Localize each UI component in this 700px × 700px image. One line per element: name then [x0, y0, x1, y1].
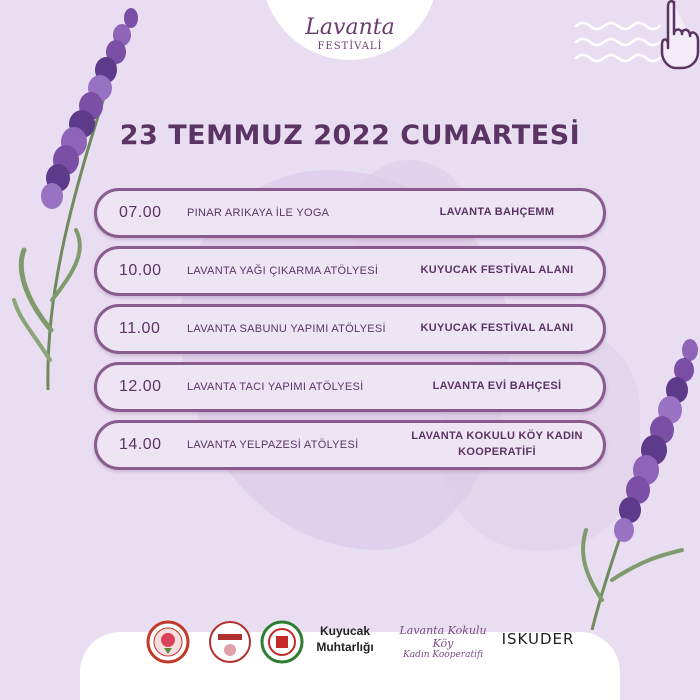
kooperatif-line2: Kadın Kooperatifi: [403, 650, 483, 661]
schedule-place: LAVANTA KOKULU KÖY KADIN KOOPERATİFİ: [411, 430, 583, 458]
schedule-place: KUYUCAK FESTİVAL ALANI: [420, 322, 574, 335]
schedule-place: LAVANTA BAHÇEMM: [439, 206, 555, 219]
sponsor-muhtarlik: [312, 624, 378, 655]
schedule-activity: PINAR ARIKAYA İLE YOGA: [187, 207, 330, 219]
schedule-time: 07.00: [119, 204, 162, 221]
muhtarlik-line1: Kuyucak: [319, 624, 370, 638]
schedule-activity: LAVANTA SABUNU YAPIMI ATÖLYESİ: [187, 323, 386, 335]
kaymakamlik-seal-icon: [208, 620, 252, 664]
iskuder-label: ISKUDER: [501, 630, 575, 648]
festival-logo: [262, 0, 438, 60]
logo-subtitle: FESTİVALİ: [317, 41, 383, 52]
schedule-time: 10.00: [119, 262, 162, 279]
sponsor-footer: [80, 624, 620, 700]
schedule-place: KUYUCAK FESTİVAL ALANI: [420, 264, 574, 277]
schedule-activity: LAVANTA TACI YAPIMI ATÖLYESİ: [187, 381, 364, 393]
sponsor-festival-seal: [146, 620, 190, 664]
sponsor-kooperatif: [388, 624, 498, 661]
schedule-row: [94, 188, 606, 238]
schedule-time: 11.00: [119, 320, 161, 337]
belediye-seal-icon: [260, 620, 304, 664]
schedule-time: 14.00: [119, 436, 162, 453]
sponsor-kaymakamlik: [208, 620, 252, 664]
schedule-row: [94, 420, 606, 470]
rose-seal-icon: [146, 620, 190, 664]
kooperatif-line1: Lavanta Kokulu Köy: [399, 624, 487, 651]
schedule-activity: LAVANTA YAĞI ÇIKARMA ATÖLYESİ: [187, 265, 379, 277]
muhtarlik-line2: Muhtarlığı: [316, 639, 374, 654]
page-title: 23 TEMMUZ 2022 CUMARTESİ: [119, 120, 581, 151]
schedule-row: [94, 362, 606, 412]
schedule-time: 12.00: [119, 378, 162, 395]
schedule-place: LAVANTA EVİ BAHÇESİ: [432, 380, 562, 393]
logo-script-text: Lavanta: [305, 15, 395, 40]
sponsor-belediye: [260, 620, 304, 664]
schedule-row: [94, 304, 606, 354]
schedule-list: [94, 188, 606, 478]
pointing-hand-icon: [656, 0, 700, 70]
sponsor-iskuder: [498, 630, 578, 648]
wave-lines-icon: [574, 18, 664, 68]
schedule-row: [94, 246, 606, 296]
schedule-activity: LAVANTA YELPAZESİ ATÖLYESİ: [187, 439, 359, 451]
